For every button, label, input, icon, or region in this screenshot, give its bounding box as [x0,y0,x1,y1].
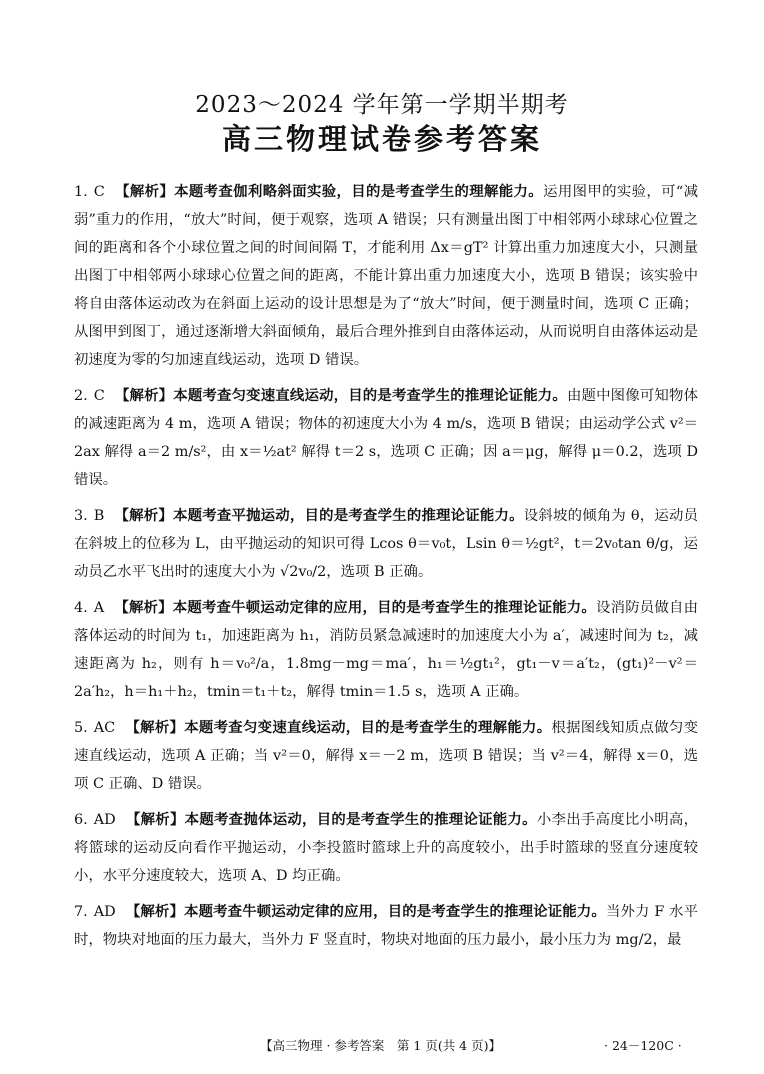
item-focus: 本题考查牛顿运动定律的应用，目的是考查学生的推理论证能力。 [184,904,606,920]
item-explanation: 设消防员做自由落体运动的时间为 t₁，加速距离为 h₁，消防员紧急减速时的加速度大小为 a′，减速时间为 t₂，减速距离为 h₂，则有 h＝v₀²/a，1.8mg－mg＝ma′，h₁＝½gt₁²，gt₁－v＝a′t₂，(gt₁)²－v²＝2a′h₂，h＝h₁＋h₂，tmin＝t₁＋t₂，解得 tmin＝1.5 s，选项 A 正确。 [74,600,698,700]
footer-code: · 24－120C · [604,1038,682,1053]
item-focus: 本题考查匀变速直线运动，目的是考查学生的推理论证能力。 [173,388,567,404]
item-explanation: 小李出手高度比小明高，将篮球的运动反向看作平抛运动，小李投篮时篮球上升的高度较小，出手时篮球的竖直分速度较小，水平分速度较大，选项 A、D 均正确。 [74,812,698,884]
item-answer: AC [93,720,116,736]
analysis-tag: 【解析】 [125,904,185,920]
answer-key-title: 高三物理试卷参考答案 [221,122,542,156]
item-focus: 本题考查抛体运动，目的是考查学生的推理论证能力。 [184,812,537,828]
answer-item-5 [74,714,698,798]
analysis-tag: 【解析】 [114,508,173,524]
item-explanation: 运用图甲的实验，可“减弱”重力的作用，“放大”时间，便于观察，选项 A 错误；只有测量出图丁中相邻两小球球心位置之间的距离和各个小球位置之间的时间间隔 T，才能利用 Δx＝gT² 计算出重力加速度大小，只测量出图丁中相邻两小球球心位置之间的距离，不能计算出重力加速度大小，选项 B 错误；该实验中将自由落体运动改为在斜面上运动的设计思想是为了“放大”时间，便于测量时间，选项 C 正确；从图甲到图丁，通过逐渐增大斜面倾角，最后合理外推到自由落体运动，从而说明自由落体运动是初速度为零的匀加速直线运动，选项 D 错误。 [74,184,698,368]
item-explanation: 根据图线知质点做匀变速直线运动，选项 A 正确；当 v²＝0，解得 x＝－2 m，选项 B 错误；当 v²＝4，解得 x＝0，选项 C 正确、D 错误。 [74,720,698,792]
item-answer: B [93,508,105,524]
item-answer: AD [93,812,116,828]
item-explanation: 设斜坡的倾角为 θ，运动员在斜坡上的位移为 L，由平抛运动的知识可得 Lcos θ＝v₀t，Lsin θ＝½gt²，t＝2v₀tan θ/g，运动员乙水平飞出时的速度大小为 √2v₀/2，选项 B 正确。 [74,508,698,580]
analysis-tag: 【解析】 [125,812,185,828]
item-number: 1. [74,184,88,200]
answer-item-2 [74,382,698,494]
item-answer: AD [93,904,116,920]
analysis-tag: 【解析】 [114,600,173,616]
item-answer: C [93,388,105,404]
answer-item-4 [74,594,698,706]
item-answer: A [93,600,105,616]
answer-item-6 [74,806,698,890]
footer-page-info: 【高三物理 · 参考答案 第 1 页(共 4 页)】 [260,1038,501,1053]
answer-item-7 [74,898,698,954]
item-number: 3. [74,508,88,524]
answer-item-3 [74,502,698,586]
analysis-tag: 【解析】 [114,184,175,200]
item-number: 2. [74,388,88,404]
item-number: 4. [74,600,88,616]
item-answer: C [93,184,105,200]
exam-title: 2023～2024 学年第一学期半期考 [195,92,569,118]
item-number: 6. [74,812,88,828]
analysis-tag: 【解析】 [125,720,185,736]
item-explanation: 由题中图像可知物体的减速距离为 4 m，选项 A 错误；物体的初速度大小为 4 m/s，选项 B 错误；由运动学公式 v²＝2ax 解得 a＝2 m/s²，由 x＝½at² 解得 t＝2 s，选项 C 正确；因 a＝μg，解得 μ＝0.2，选项 D 错误。 [74,388,698,488]
item-focus: 本题考查平抛运动，目的是考查学生的推理论证能力。 [173,508,524,524]
answer-list [74,178,698,962]
analysis-tag: 【解析】 [114,388,174,404]
item-focus: 本题考查匀变速直线运动，目的是考查学生的理解能力。 [184,720,552,736]
answer-item-1 [74,178,698,374]
item-focus: 本题考查牛顿运动定律的应用，目的是考查学生的推理论证能力。 [172,600,597,616]
item-number: 5. [74,720,88,736]
item-explanation: 当外力 F 水平时，物块对地面的压力最大，当外力 F 竖直时，物块对地面的压力最小，最小压力为 mg/2，最 [74,904,698,948]
item-focus: 本题考查伽利略斜面实验，目的是考查学生的理解能力。 [174,184,544,200]
item-number: 7. [74,904,88,920]
